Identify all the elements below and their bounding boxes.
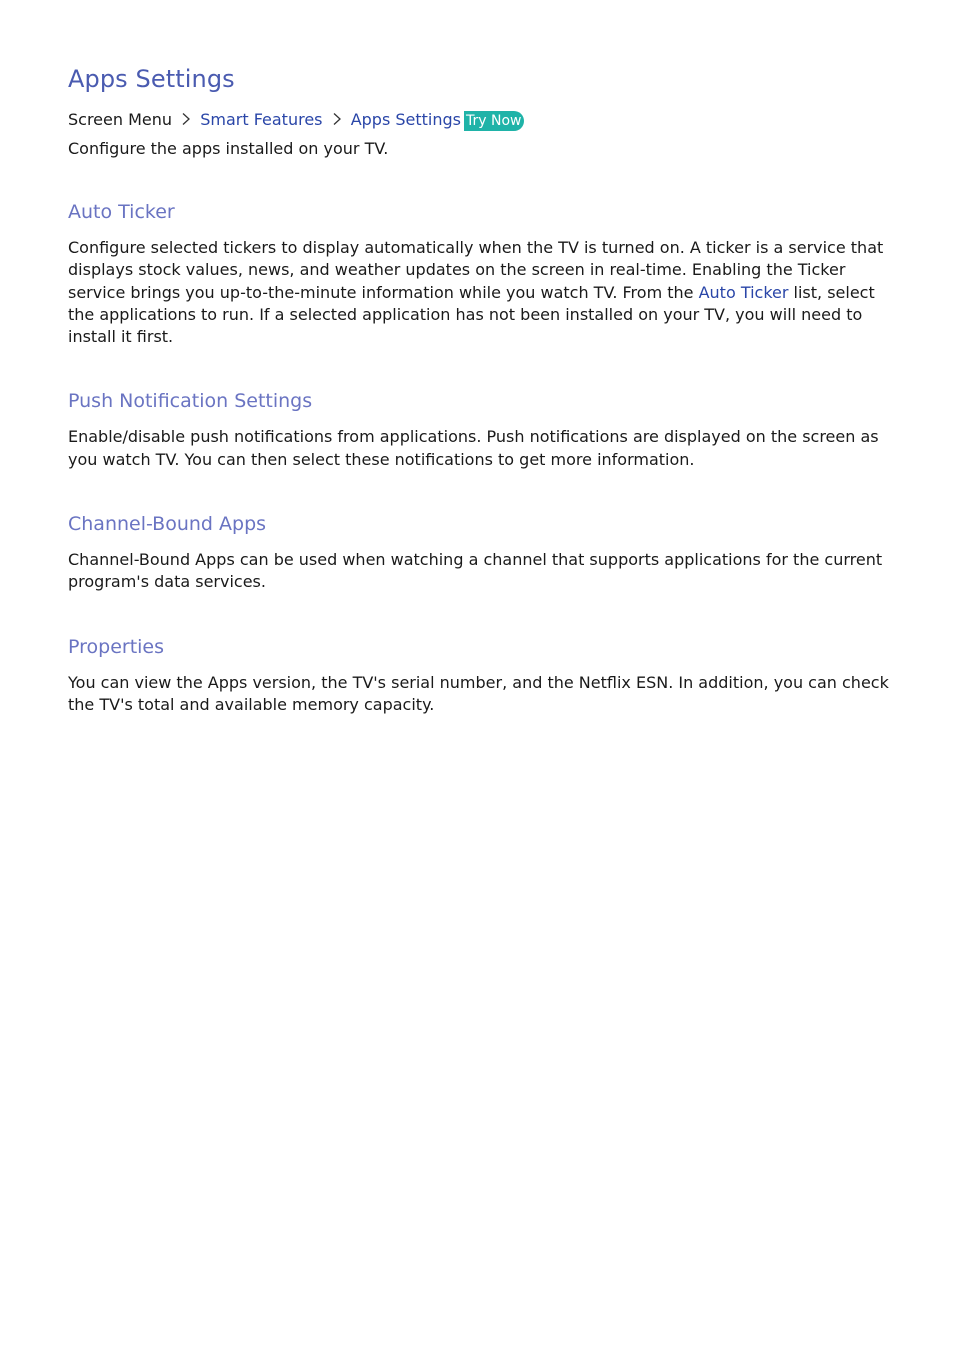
- section-properties: [68, 634, 898, 717]
- section-body: You can view the Apps version, the TV's serial number, and the Netflix ESN. In addition, you can check the TV's total and available memory capacity.: [68, 672, 889, 714]
- body-text: Configure selected tickers to display automatically when the TV is turned on. A ticker is a service that displays stock values, news, and weather updates on the screen in real-time. Enabling the Ticker service brings you up-to-the-minute information while you watch TV. From the: [68, 238, 884, 302]
- try-now-button[interactable]: Try Now: [464, 111, 524, 131]
- auto-ticker-link[interactable]: Auto Ticker: [698, 282, 789, 302]
- breadcrumb-smart-features[interactable]: Smart Features: [200, 110, 323, 129]
- section-body: Channel-Bound Apps can be used when watching a channel that supports applications for the current program's data services.: [68, 550, 883, 592]
- breadcrumb-screen-menu: Screen Menu: [68, 110, 173, 129]
- chevron-right-icon: [329, 111, 345, 127]
- page-title: Apps Settings: [68, 65, 235, 93]
- section-heading: Push Notification Settings: [68, 390, 313, 413]
- section-body: [68, 237, 890, 348]
- section-body: Enable/disable push notifications from applications. Push notifications are displayed on the screen as you watch TV. You can then select these notifications to get more information.: [68, 427, 879, 469]
- breadcrumb: [68, 109, 898, 131]
- chevron-right-icon: [178, 111, 194, 127]
- section-push-notification-settings: [68, 388, 898, 471]
- section-heading: Auto Ticker: [68, 201, 175, 223]
- section-auto-ticker: [68, 199, 898, 348]
- manual-page: [68, 62, 898, 716]
- body-text: list, select the applications to run. If a selected application has not been installed on your TV, you will need to install it first.: [68, 282, 875, 347]
- section-heading: Channel-Bound Apps: [68, 513, 267, 536]
- breadcrumb-apps-settings[interactable]: Apps Settings: [350, 110, 461, 129]
- section-channel-bound-apps: [68, 511, 898, 594]
- section-heading: Properties: [68, 635, 165, 658]
- intro-text: Configure the apps installed on your TV.: [68, 139, 389, 158]
